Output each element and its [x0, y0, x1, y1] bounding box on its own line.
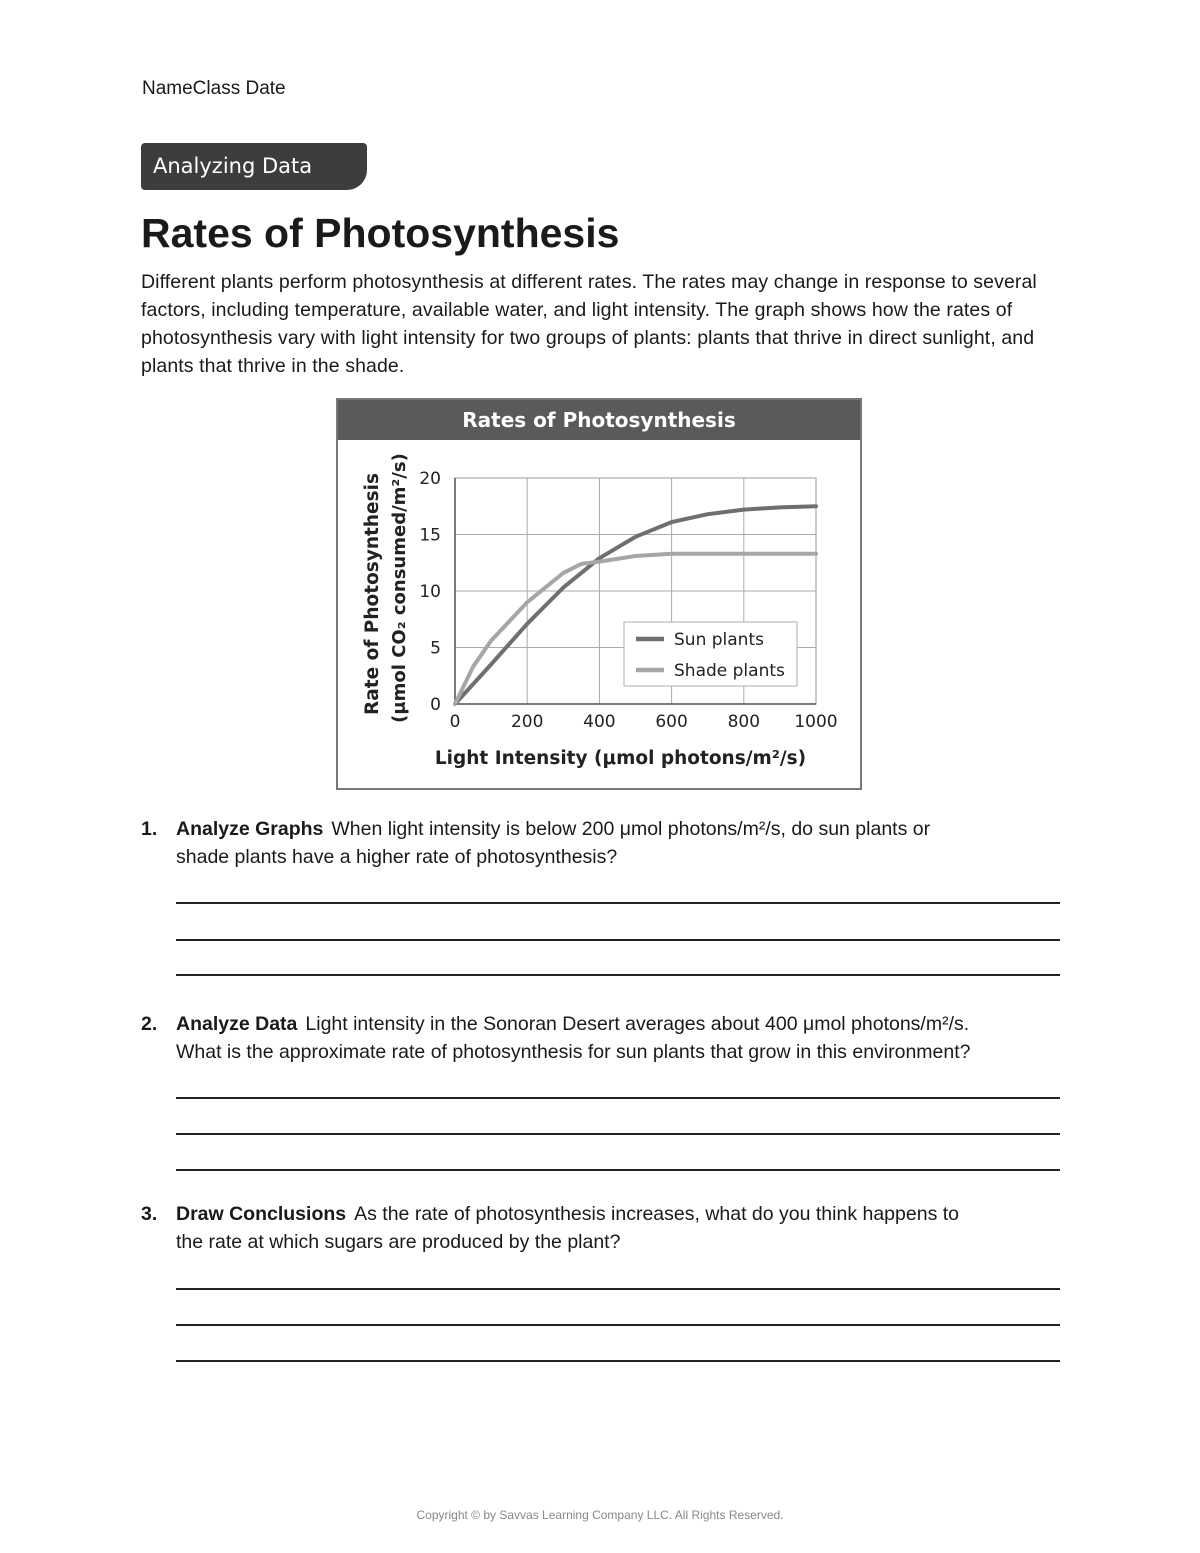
question-text: As the rate of photosynthesis increases, what do you think happens to: [354, 1203, 959, 1225]
chart-title: Rates of Photosynthesis: [338, 400, 860, 440]
question-text-continued: shade plants have a higher rate of photosynthesis?: [176, 846, 618, 868]
question-number: 2.: [141, 1013, 158, 1035]
answer-line[interactable]: [176, 1288, 1060, 1290]
question-lead: Draw Conclusions: [176, 1203, 347, 1225]
y-tick-label: 5: [430, 638, 441, 659]
section-badge: Analyzing Data: [141, 143, 367, 190]
question-lead: Analyze Data: [176, 1013, 298, 1035]
question-text: Light intensity in the Sonoran Desert averages about 400 μmol photons/m²/s.: [305, 1013, 970, 1035]
answer-line[interactable]: [176, 902, 1060, 904]
question-number: 1.: [141, 818, 158, 840]
x-tick-label: 1000: [794, 712, 838, 732]
y-tick-label: 20: [419, 469, 441, 489]
y-axis-label: Rate of Photosynthesis: [362, 473, 383, 715]
answer-line[interactable]: [176, 1097, 1060, 1099]
x-tick-label: 0: [449, 712, 461, 732]
intro-paragraph: Different plants perform photosynthesis at different rates. The rates may change in response to several factors, including temperature, available water, and light intensity. The graph shows how the rates of photosynthesis vary with light intensity for two groups of plants: plants that thrive in direct sunlight, and plants that thrive in the shade.: [141, 271, 1037, 377]
x-axis-label: Light Intensity (μmol photons/m²/s): [434, 748, 807, 769]
answer-line[interactable]: [176, 1169, 1060, 1171]
x-tick-label: 400: [583, 712, 616, 732]
chart-svg: [338, 400, 860, 788]
page-title: Rates of Photosynthesis: [141, 210, 620, 256]
question-1: [141, 815, 1071, 871]
x-tick-label: 200: [510, 712, 544, 732]
question-number: 3.: [141, 1203, 158, 1225]
y-tick-label: 10: [419, 582, 441, 602]
legend-label: Shade plants: [674, 661, 785, 681]
answer-line[interactable]: [176, 939, 1060, 941]
x-tick-label: 800: [727, 712, 761, 732]
answer-line[interactable]: [176, 1133, 1060, 1135]
name-class-date-header: NameClass Date: [142, 78, 286, 99]
chart-figure: [336, 398, 862, 790]
question-text: When light intensity is below 200 μmol photons/m²/s, do sun plants or: [331, 818, 931, 840]
x-tick-label: 600: [655, 712, 688, 732]
question-3: [141, 1200, 1071, 1256]
y-tick-label: 0: [430, 695, 441, 715]
y-tick-label: 15: [419, 525, 441, 546]
answer-line[interactable]: [176, 1360, 1060, 1362]
copyright-footer: Copyright © by Savvas Learning Company LLC. All Rights Reserved.: [416, 1508, 784, 1522]
question-lead: Analyze Graphs: [176, 818, 324, 840]
question-text-continued: What is the approximate rate of photosynthesis for sun plants that grow in this environment?: [176, 1041, 971, 1063]
answer-line[interactable]: [176, 974, 1060, 976]
legend-label: Sun plants: [674, 630, 764, 650]
question-text-continued: the rate at which sugars are produced by the plant?: [176, 1231, 621, 1253]
y-axis-label-units: (μmol CO₂ consumed/m²/s): [389, 453, 410, 723]
question-2: [141, 1010, 1071, 1066]
answer-line[interactable]: [176, 1324, 1060, 1326]
